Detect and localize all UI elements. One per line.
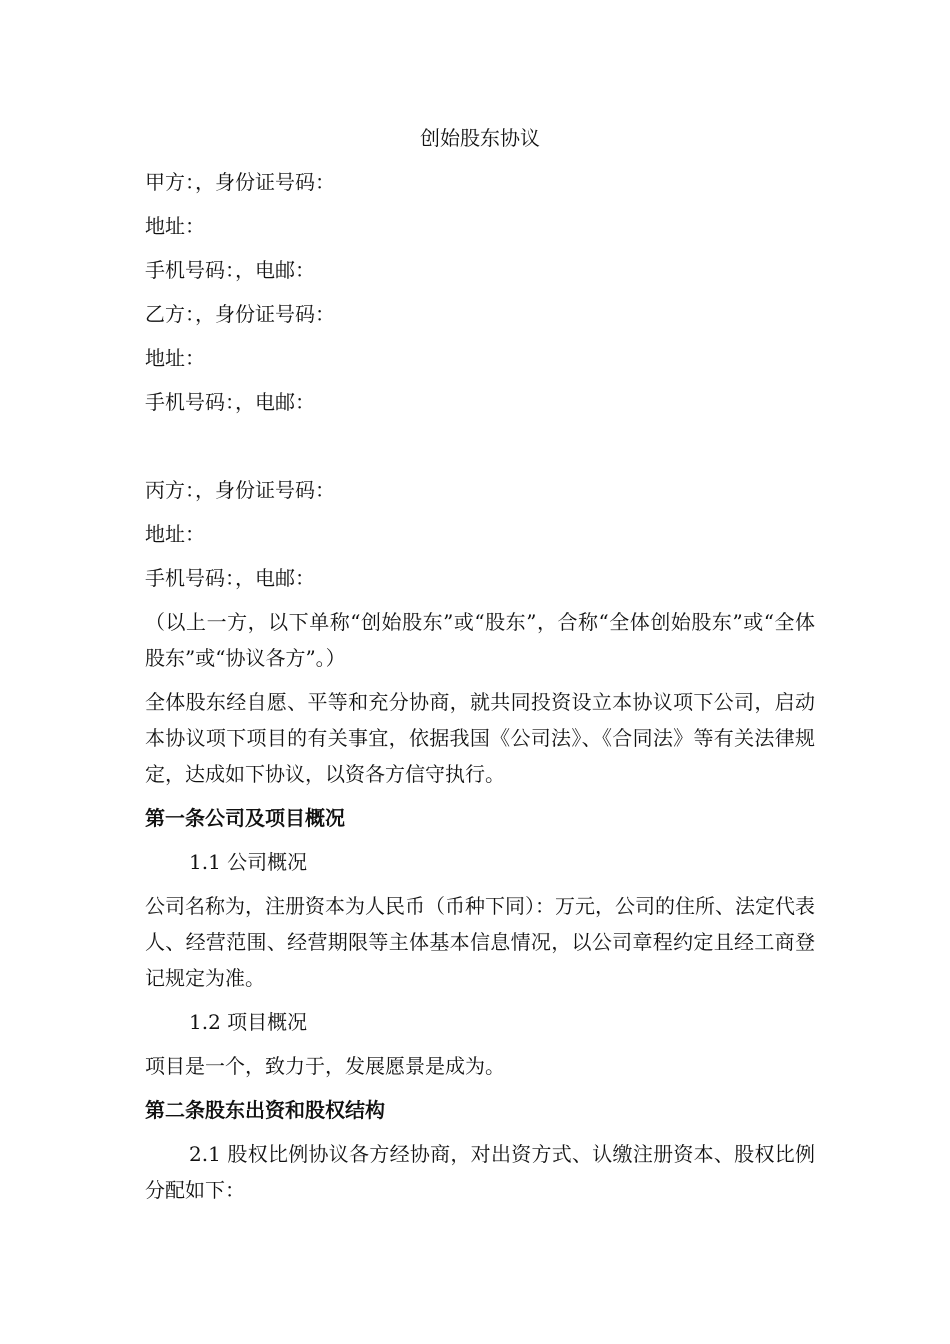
section-1-2-text: 项目是一个，致力于，发展愿景是成为。 — [145, 1054, 505, 1078]
article-1-heading: 第一条公司及项目概况 — [145, 806, 345, 830]
party-b-address: 地址： — [145, 346, 205, 370]
party-a-address: 地址： — [145, 214, 205, 238]
party-b-identity: 乙方：，身份证号码： — [145, 302, 335, 326]
blank-spacer — [145, 428, 815, 472]
party-c-address: 地址： — [145, 522, 205, 546]
section-1-1-text: 公司名称为，注册资本为人民币（币种下同）：万元，公司的住所、法定代表人、经营范围、经营期限等主体基本信息情况，以公司章程约定且经工商登记规定为准。 — [145, 894, 815, 990]
party-b-contact: 手机号码：，电邮： — [145, 390, 315, 414]
definitions-note: （以上一方，以下单称“创始股东”或“股东”，合称“全体创始股东”或“全体股东”或“协议各方”。） — [145, 610, 815, 670]
section-1-2-title: 1.2 项目概况 — [189, 1010, 308, 1034]
article-2-heading: 第二条股东出资和股权结构 — [145, 1098, 385, 1122]
document-title: 创始股东协议 — [420, 126, 540, 150]
party-c-identity: 丙方：，身份证号码： — [145, 478, 335, 502]
party-c-contact: 手机号码：，电邮： — [145, 566, 315, 590]
preamble-paragraph: 全体股东经自愿、平等和充分协商，就共同投资设立本协议项下公司，启动本协议项下项目的有关事宜，依据我国《公司法》、《合同法》等有关法律规定，达成如下协议，以资各方信守执行。 — [145, 690, 815, 786]
section-1-1-title: 1.1 公司概况 — [189, 850, 308, 874]
party-a-contact: 手机号码：，电邮： — [145, 258, 315, 282]
document-content — [145, 120, 815, 1216]
party-a-identity: 甲方：，身份证号码： — [145, 170, 335, 194]
section-2-1-text: 2.1 股权比例协议各方经协商，对出资方式、认缴注册资本、股权比例分配如下： — [145, 1142, 815, 1202]
